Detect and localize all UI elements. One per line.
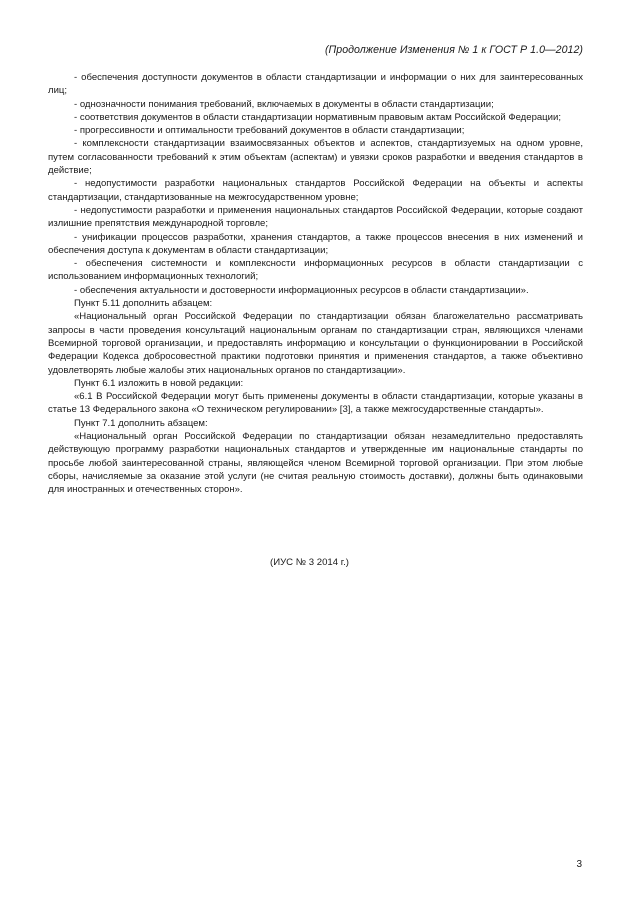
source-reference: (ИУС № 3 2014 г.) <box>270 557 349 568</box>
amendment-5-11-text: «Национальный орган Российской Федерации по стандартизации обязан благожелательно рассматривать запросы в части проведения консультаций национальным органам по стандартизации стран, являющихся членами Всемирной торговой организации, и предоставлять информацию и консультации о функционировании в Российской Федерации Кодекса добросовестной практики подготовки принятия и применения стандартов, а также объективно удовлетворять любые жалобы этих национальных органов по стандартизации». <box>48 311 583 376</box>
list-item-unification: - унификации процессов разработки, хранения стандартов, а также процессов внесения в них изменений и обеспечения доступа к документам в области стандартизации; <box>48 231 583 256</box>
list-item-unambiguity: - однозначности понимания требований, включаемых в документы в области стандартизации; <box>74 98 494 110</box>
list-item-accessibility: - обеспечения доступности документов в области стандартизации и информации о них для заинтересованных лиц; <box>48 72 583 97</box>
list-item-actuality: - обеспечения актуальности и достоверности информационных ресурсов в области стандартизации». <box>74 284 529 296</box>
list-item-no-duplication: - недопустимости разработки национальных стандартов Российской Федерации на объекты и аспекты стандартизации, стандартизованные на межгосударственном уровне; <box>48 178 583 203</box>
body-text <box>48 71 583 497</box>
list-item-legal-conformity: - соответствия документов в области стандартизации нормативным правовым актам Российской Федерации; <box>74 111 561 123</box>
amendment-7-1-text: «Национальный орган Российской Федерации по стандартизации обязан незамедлительно предоставлять действующую программу разработки национальных стандартов и утвержденные им национальные стандарты по просьбе любой заинтересованной страны, являющейся членом Всемирной торговой организации. При этом любые сборы, начисляемые за оказание этой услуги (не считая реальную стоимость доставки), должны быть одинаковыми для иностранных и отечественных сторон». <box>48 431 583 496</box>
list-item-complexity: - комплексности стандартизации взаимосвязанных объектов и аспектов, стандартизуемых на одном уровне, путем согласованности требований к этим объектам (аспектам) и увязки сроков разработки и введения стандартов в действие; <box>48 138 583 177</box>
list-item-systemic-resources: - обеспечения системности и комплексности информационных ресурсов в области стандартизации с использованием информационных технологий; <box>48 258 583 283</box>
amendment-6-1-text: «6.1 В Российской Федерации могут быть применены документы в области стандартизации, которые указаны в статье 13 Федерального закона «О техническом регулировании» [3], а также межгосударственные стандарты». <box>48 391 583 416</box>
continuation-header: (Продолжение Изменения № 1 к ГОСТ Р 1.0—2012) <box>324 44 583 56</box>
list-item-no-trade-barriers: - недопустимости разработки и применения национальных стандартов Российской Федерации, которые создают излишние препятствия международной торговле; <box>48 204 583 230</box>
list-item-progressiveness: - прогрессивности и оптимальности требований документов в области стандартизации; <box>74 125 465 137</box>
amendment-6-1-intro: Пункт 6.1 изложить в новой редакции: <box>74 377 244 389</box>
page-number: 3 <box>576 859 582 870</box>
amendment-7-1-intro: Пункт 7.1 дополнить абзацем: <box>74 417 208 429</box>
amendment-5-11-intro: Пункт 5.11 дополнить абзацем: <box>74 298 213 310</box>
